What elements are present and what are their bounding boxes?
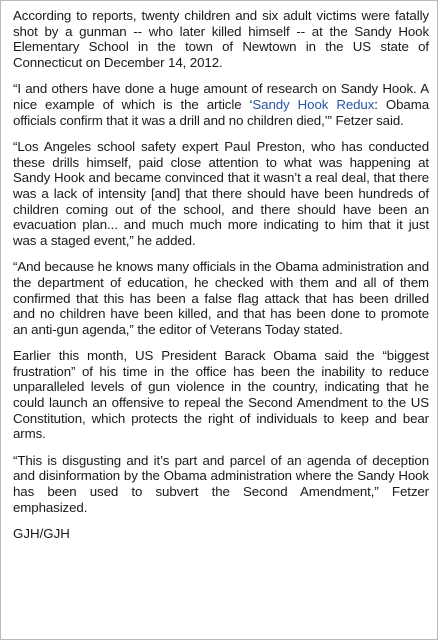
author-signature: GJH/GJH	[13, 526, 70, 542]
paragraph-3: “Los Angeles school safety expert Paul Preston, who has conducted these drills himself, paid close attention to what was happening at Sandy Hook and became convinced that it wasn’t a real deal, that there was a lack of intensity [and] that there should have been hundreds of children coming out of the school, and there should have been an evacuation plan... and much much more indicating to him that it just was a staged event,” he added.	[13, 139, 429, 248]
paragraph-6: “This is disgusting and it’s part and parcel of an agenda of deception and disinformation by the Obama administration where the Sandy Hook has been used to subvert the Second Amendment,” Fetzer emphasized.	[13, 452, 429, 515]
sandy-hook-redux-link[interactable]: Sandy Hook Redux	[252, 96, 375, 112]
paragraph-2-lead-text: “I and others have done a huge amount of research on Sandy Hook. A nice example of which is the article ‘	[13, 81, 429, 112]
paragraph-5: Earlier this month, US President Barack Obama said the “biggest frustration” of his time in the office has been the inability to reduce unparalleled levels of gun violence in the country, indicating that he could launch an offensive to repeal the Second Amendment to the US Constitution, which protects the right of individuals to keep and bear arms.	[13, 348, 429, 442]
paragraph-4: “And because he knows many officials in the Obama administration and the department of education, he checked with them and all of them confirmed that this has been a false flag attack that has been drilled and no children have been killed, and that has been done to promote an anti-gun agenda,” the editor of Veterans Today stated.	[13, 259, 429, 337]
paragraph-2-trail-text: : Obama officials confirm that it was a drill and no children died,’” Fetzer said.	[13, 96, 429, 128]
paragraph-1: According to reports, twenty children and six adult victims were fatally shot by a gunman -- who later killed himself -- at the Sandy Hook Elementary School in the town of Newtown in the US state of Connecticut on December 14, 2012.	[13, 8, 429, 70]
paragraph-2	[13, 81, 429, 128]
